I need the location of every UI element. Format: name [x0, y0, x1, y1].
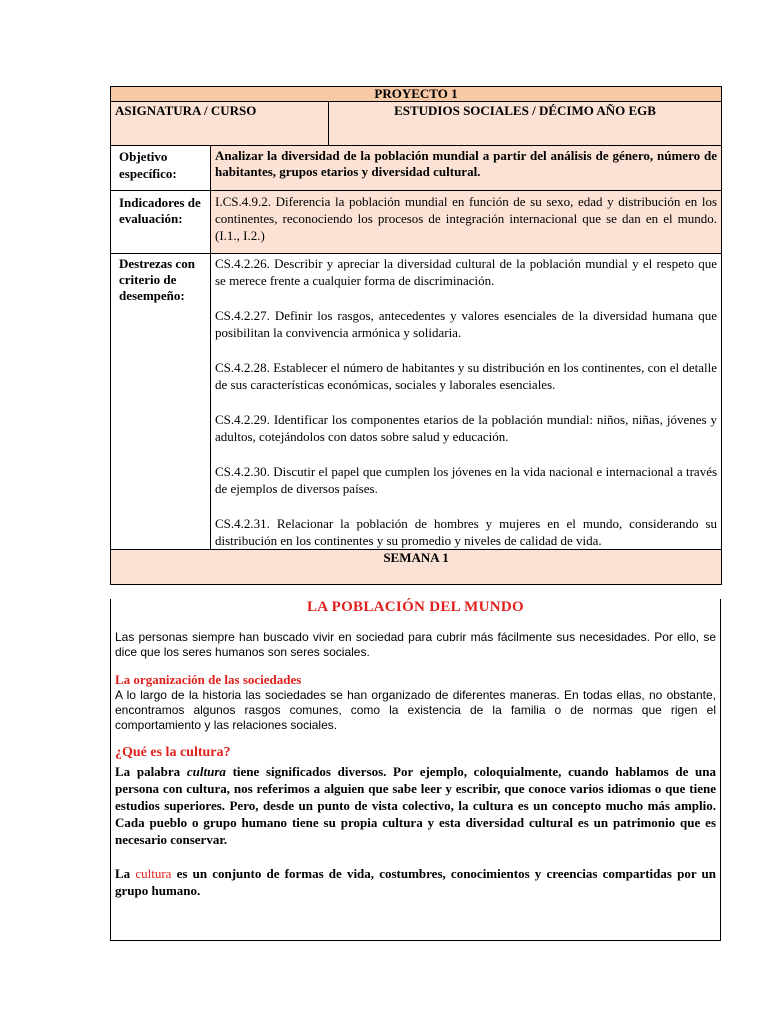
culture-word: cultura: [186, 764, 226, 779]
subject-row: [111, 102, 722, 146]
definition-text-start: La: [115, 866, 136, 881]
skills-row: [111, 254, 722, 550]
objective-text: Analizar la diversidad de la población mundial a partir del análisis de género, número de habitantes, grupos etarios y diversidad cultural.: [211, 146, 722, 191]
content-section: [110, 599, 721, 941]
skill-item: CS.4.2.30. Discutir el papel que cumplen los jóvenes en la vida nacional e internacional a través de ejemplos de diversos países.: [215, 464, 718, 496]
culture-definition: [115, 865, 716, 899]
week-row: [111, 550, 722, 585]
indicators-label: Indicadores de evaluación:: [111, 191, 211, 254]
week-label: SEMANA 1: [111, 550, 722, 585]
skill-item: CS.4.2.28. Establecer el número de habitantes y su distribución en los continentes, con el detalle de sus características económicas, sociales y laborales esenciales.: [215, 360, 718, 392]
definition-text-rest: es un conjunto de formas de vida, costumbres, conocimientos y creencias compartidas por un grupo humano.: [115, 866, 716, 898]
skill-item: CS.4.2.29. Identificar los componentes etarios de la población mundial: niños, niñas, jóvenes y adultos, cotejándolos con datos sobre salud y educación.: [215, 412, 718, 444]
skills-label: Destrezas con criterio de desempeño:: [111, 254, 211, 550]
objective-label: Objetivo específico:: [111, 146, 211, 191]
skill-item: CS.4.2.26. Describir y apreciar la diversidad cultural de la población mundial y el respeto que se merece frente a cualquier forma de discriminación.: [215, 256, 718, 288]
definition-word: cultura: [135, 866, 172, 881]
culture-heading: ¿Qué es la cultura?: [115, 745, 231, 760]
organization-paragraph: A lo largo de la historia las sociedades se han organizado de diferentes maneras. En todas ellas, no obstante, encontramos algunos rasgos comunes, como la existencia de la familia o de normas que rigen el comportamiento y las relaciones sociales.: [115, 688, 716, 732]
culture-text-rest: tiene significados diversos. Por ejemplo, coloquialmente, cuando hablamos de una persona con cultura, nos referimos a alguien que sabe leer y escribir, que conoce varios idiomas o que tiene estudios superiores. Pero, desde un punto de vista colectivo, la cultura es un concepto mucho más amplio. Cada pueblo o grupo humano tiene su propia cultura y esta diversidad cultural es un patrimonio que es necesario conservar.: [115, 764, 716, 847]
skills-list: [211, 254, 722, 550]
intro-paragraph: Las personas siempre han buscado vivir en sociedad para cubrir más fácilmente sus necesidades. Por ello, se dice que los seres humanos son seres sociales.: [115, 630, 716, 659]
organization-heading: La organización de las sociedades: [115, 672, 302, 687]
skill-item: CS.4.2.31. Relacionar la población de hombres y mujeres en el mundo, considerando su distribución en los continentes y su promedio y niveles de calidad de vida.: [215, 516, 718, 548]
project-title: PROYECTO 1: [111, 87, 722, 102]
subject-value: ESTUDIOS SOCIALES / DÉCIMO AÑO EGB: [329, 102, 722, 146]
project-table: [110, 86, 722, 585]
culture-text-start: La palabra: [115, 764, 187, 779]
project-document: [110, 86, 721, 941]
objective-row: [111, 146, 722, 191]
project-header-row: [111, 87, 722, 102]
subject-label: ASIGNATURA / CURSO: [111, 102, 329, 146]
skill-item: CS.4.2.27. Definir los rasgos, antecedentes y valores esenciales de la diversidad humana que posibilitan la convivencia armónica y solidaria.: [215, 308, 718, 340]
section-title: LA POBLACIÓN DEL MUNDO: [306, 599, 525, 615]
indicators-row: [111, 191, 722, 254]
indicators-text: I.CS.4.9.2. Diferencia la población mundial en función de su sexo, edad y distribución en los continentes, reconociendo los procesos de integración internacional que se dan en el mundo. (I.1., I.2.): [211, 191, 722, 254]
culture-paragraph: [115, 763, 716, 848]
